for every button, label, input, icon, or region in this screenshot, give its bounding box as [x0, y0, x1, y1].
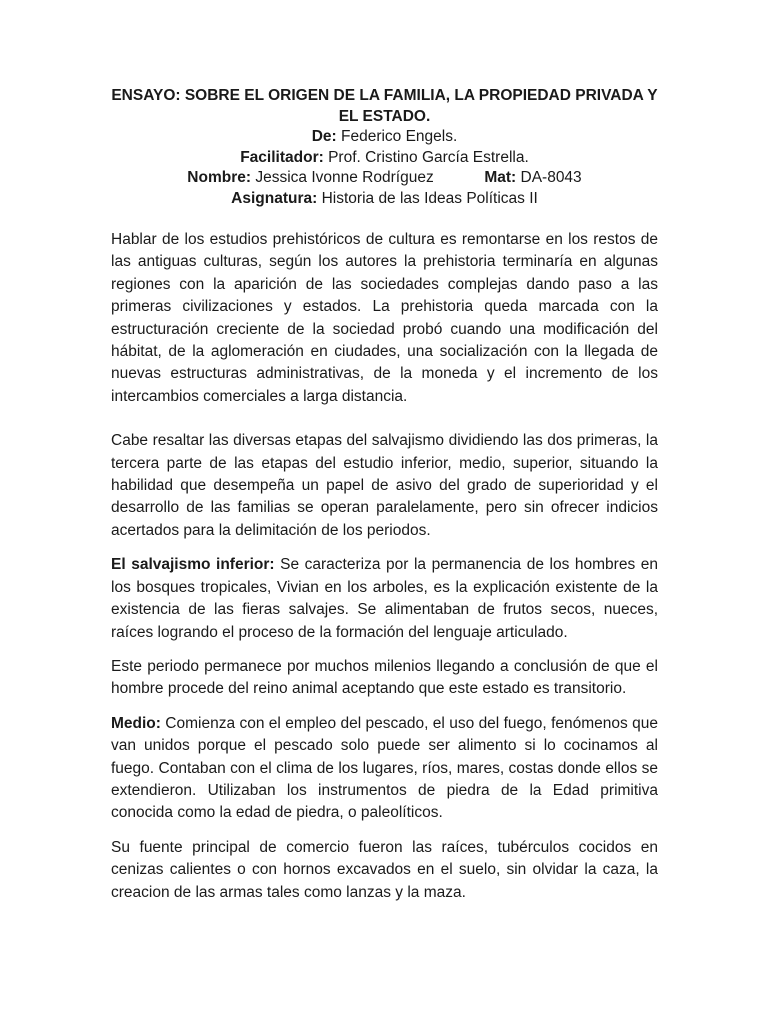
author-line — [111, 127, 658, 148]
essay-title: ENSAYO: SOBRE EL ORIGEN DE LA FAMILIA, LA PROPIEDAD PRIVADA Y EL ESTADO. — [111, 87, 658, 125]
essay-header — [111, 86, 658, 209]
subject-line — [111, 189, 658, 210]
paragraph-lower-savagery — [111, 554, 658, 644]
paragraph-commerce: Su fuente principal de comercio fueron las raíces, tubérculos cocidos en cenizas calientes o con hornos excavados en el suelo, sin olvidar la caza, la creacion de las armas tales como lanzas y la maza. — [111, 838, 658, 901]
document-page — [111, 86, 658, 904]
paragraph-period: Este periodo permanece por muchos milenios llegando a conclusión de que el hombre procede del reino animal aceptando que este estado es transitorio. — [111, 657, 658, 698]
student-id-label: Mat: — [484, 169, 517, 186]
student-line — [111, 168, 658, 189]
essay-body — [111, 229, 658, 904]
author-label: De: — [311, 128, 337, 145]
student-name-label: Nombre: — [187, 169, 252, 186]
middle-text: Comienza con el empleo del pescado, el uso del fuego, fenómenos que van unidos porque el pescado solo puede ser alimento si lo cocinamos al fuego. Contaban con el clima de los lugares, ríos, mares, costas donde ellos se extendieron. Utilizaban los instrumentos de piedra de la Edad primitiva conocida como la edad de piedra, o paleolíticos. — [111, 714, 658, 822]
middle-heading: Medio: — [111, 714, 161, 732]
lower-savagery-heading: El salvajismo inferior: — [111, 556, 275, 574]
paragraph-intro: Hablar de los estudios prehistóricos de cultura es remontarse en los restos de las antiguas culturas, según los autores la prehistoria terminaría en algunas regiones con la aparición de las sociedades complejas dando paso a las primeras civilizaciones y estados. La prehistoria queda marcada con la estructuración creciente de la sociedad probó cuando una modificación del hábitat, de la aglomeración en ciudades, una socialización con la llegada de nuevas estructuras administrativas, de la moneda y el incremento de los intercambios comerciales a larga distancia. — [111, 231, 658, 405]
subject-label: Asignatura: — [231, 189, 318, 207]
facilitator-label: Facilitador: — [240, 148, 324, 166]
facilitator-value: Prof. Cristino García Estrella. — [328, 148, 529, 166]
subject-value: Historia de las Ideas Políticas II — [321, 189, 538, 207]
student-id-value: DA-8043 — [520, 169, 582, 186]
paragraph-stages: Cabe resaltar las diversas etapas del salvajismo dividiendo las dos primeras, la tercera parte de las etapas del estudio inferior, medio, superior, situando la habilidad que desempeña un papel de asivo del grado de superioridad y el desarrollo de las familias se operan paralelamente, pero sin ofrecer indicios acertados para la delimitación de los periodos. — [111, 432, 658, 539]
paragraph-middle — [111, 713, 658, 825]
lower-savagery-text: Se caracteriza por la permanencia de los hombres en los bosques tropicales, Vivian en los arboles, es la explicación existente de la existencia de las fieras salvajes. Se alimentaban de frutos secos, nueces, raíces logrando el proceso de la formación del lenguaje articulado. — [111, 556, 658, 641]
facilitator-line — [111, 148, 658, 169]
student-name-value: Jessica Ivonne Rodríguez — [255, 169, 434, 186]
author-value: Federico Engels. — [340, 128, 458, 145]
